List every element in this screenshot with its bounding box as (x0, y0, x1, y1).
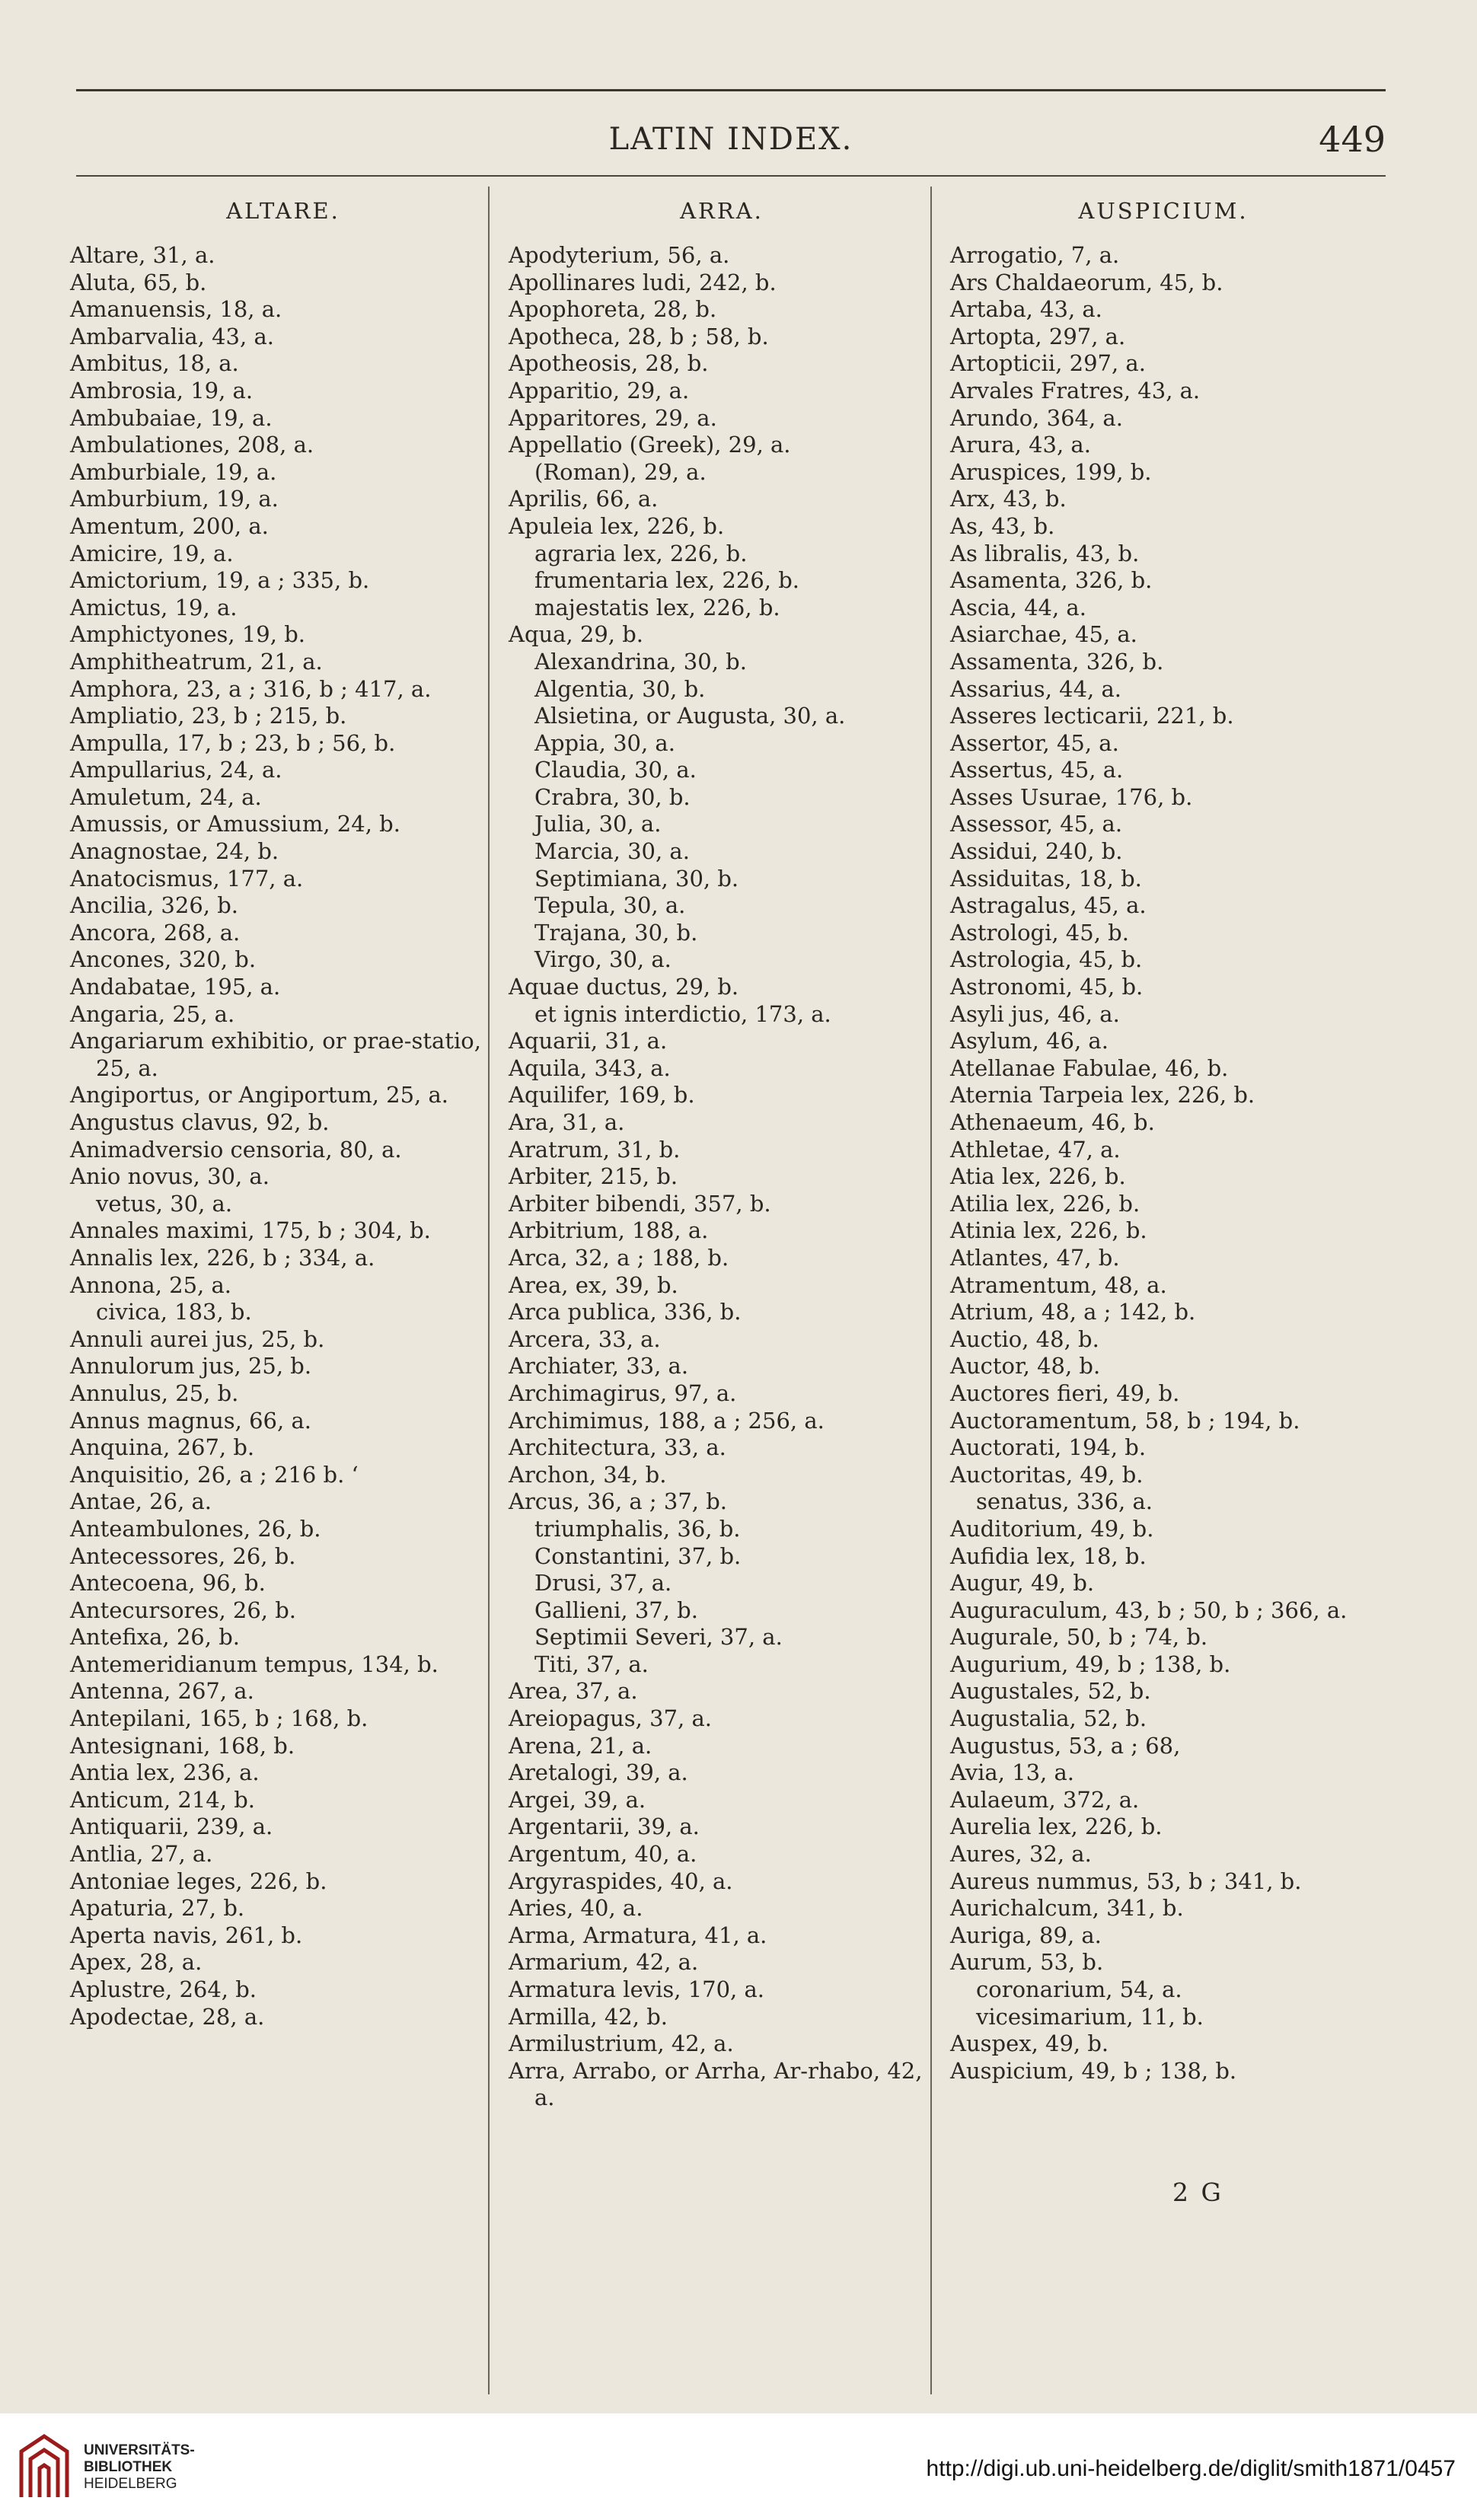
index-entry: Auctor, 48, b. (950, 1353, 1101, 1380)
index-entry: Ampulla, 17, b ; 23, b ; 56, b. (70, 729, 396, 756)
index-entry: Augur, 49, b. (950, 1570, 1095, 1597)
index-entry: Ampliatio, 23, b ; 215, b. (70, 703, 347, 729)
index-entry: Titi, 37, a. (534, 1651, 649, 1677)
index-entry: Assertus, 45, a. (950, 757, 1124, 783)
index-entry: Argyraspides, 40, a. (509, 1868, 733, 1894)
index-entry: Septimiana, 30, b. (534, 865, 739, 892)
column-heading: ARRA. (680, 198, 764, 224)
index-entry: Augurale, 50, b ; 74, b. (950, 1624, 1208, 1651)
index-entry: coronarium, 54, a. (976, 1976, 1182, 2002)
index-entry: Alexandrina, 30, b. (534, 648, 747, 675)
index-entry: Arca, 32, a ; 188, b. (509, 1244, 729, 1271)
page-header (76, 119, 1386, 167)
index-entry: Auriga, 89, a. (950, 1922, 1102, 1948)
index-entry: Amphitheatrum, 21, a. (70, 648, 323, 675)
index-entry: Antepilani, 165, b ; 168, b. (70, 1705, 368, 1732)
index-entry: Angiportus, or Angiportum, 25, a. (70, 1082, 448, 1108)
index-entry: Astrologia, 45, b. (950, 946, 1143, 973)
index-entry: Arbitrium, 188, a. (509, 1217, 709, 1244)
index-entry: Apaturia, 27, b. (70, 1895, 245, 1922)
index-entry: Amburbium, 19, a. (70, 486, 279, 512)
index-entry: Andabatae, 195, a. (70, 974, 281, 1000)
top-rule (76, 89, 1386, 91)
library-line: BIBLIOTHEK (84, 2459, 173, 2475)
index-entry: Apotheosis, 28, b. (509, 350, 709, 377)
header-rule (76, 175, 1386, 177)
index-entry: Julia, 30, a. (534, 811, 662, 837)
index-entry: Anquina, 267, b. (70, 1434, 255, 1461)
index-entry: Amburbiale, 19, a. (70, 458, 277, 485)
index-entry: Angustus clavus, 92, b. (70, 1109, 330, 1135)
index-entry: Arundo, 364, a. (950, 404, 1123, 431)
index-entry: Amictus, 19, a. (70, 594, 238, 620)
index-entry: Auctores fieri, 49, b. (950, 1380, 1180, 1406)
signature-mark: 2 G (1172, 2177, 1223, 2207)
source-url[interactable]: http://digi.ub.uni-heidelberg.de/diglit/smith1871/0457 (926, 2456, 1456, 2481)
index-entry: Antae, 26, a. (70, 1488, 212, 1515)
index-entry: Augustales, 52, b. (950, 1678, 1151, 1705)
index-entry: Apollinares ludi, 242, b. (509, 269, 777, 295)
index-entry: Amussis, or Amussium, 24, b. (70, 811, 400, 837)
index-entry: Apparitio, 29, a. (509, 377, 690, 404)
index-entry: Archon, 34, b. (509, 1461, 667, 1488)
index-entry: Auditorium, 49, b. (950, 1515, 1154, 1542)
index-entry: Arma, Armatura, 41, a. (509, 1922, 767, 1948)
index-entry: Atramentum, 48, a. (950, 1271, 1167, 1298)
index-entry: Aurelia lex, 226, b. (950, 1813, 1163, 1840)
index-entry: Tepula, 30, a. (534, 892, 686, 919)
index-entry: Arx, 43, b. (950, 486, 1067, 512)
index-entry: Marcia, 30, a. (534, 838, 690, 865)
index-entry: Ambulationes, 208, a. (70, 432, 314, 458)
index-entry: Asyli jus, 46, a. (950, 1000, 1120, 1027)
index-entry: Aratrum, 31, b. (509, 1136, 681, 1163)
index-entry: Arura, 43, a. (950, 432, 1091, 458)
index-entry: Argentum, 40, a. (509, 1841, 697, 1868)
index-entry: Assertor, 45, a. (950, 729, 1119, 756)
index-entry: Apophoreta, 28, b. (509, 296, 717, 323)
index-entry: Arca publica, 336, b. (509, 1299, 742, 1325)
index-entry: Arbiter bibendi, 357, b. (509, 1190, 771, 1217)
index-entry: Aquarii, 31, a. (509, 1028, 668, 1054)
index-entry: Auctoramentum, 58, b ; 194, b. (950, 1407, 1300, 1434)
index-entry: Annona, 25, a. (70, 1271, 232, 1298)
index-entry: Aplustre, 264, b. (70, 1976, 257, 2002)
university-library-logo-icon (14, 2429, 75, 2505)
index-entry: Claudia, 30, a. (534, 757, 697, 783)
index-entry: As libralis, 43, b. (950, 540, 1140, 566)
index-entry: Ars Chaldaeorum, 45, b. (950, 269, 1223, 295)
index-entry: Anquisitio, 26, a ; 216 b. ‘ (70, 1461, 359, 1488)
index-entry: Area, ex, 39, b. (509, 1271, 678, 1298)
index-entry: Athletae, 47, a. (950, 1136, 1121, 1163)
digitization-footer (0, 2413, 1477, 2520)
index-entry: Asamenta, 326, b. (950, 567, 1153, 594)
index-entry: Ambarvalia, 43, a. (70, 323, 274, 349)
index-entry: Augustalia, 52, b. (950, 1705, 1147, 1732)
index-entry: Aquae ductus, 29, b. (509, 974, 739, 1000)
index-entry: Argei, 39, a. (509, 1786, 646, 1813)
index-entry: Apex, 28, a. (70, 1949, 203, 1976)
index-entry: Antenna, 267, a. (70, 1678, 254, 1705)
entry-list (950, 242, 1377, 2085)
index-entry: civica, 183, b. (96, 1299, 252, 1325)
index-entry: Amicire, 19, a. (70, 540, 234, 566)
index-entry: Arrogatio, 7, a. (950, 242, 1120, 268)
index-entry: Aurum, 53, b. (950, 1949, 1104, 1976)
index-entry: Appia, 30, a. (534, 729, 675, 756)
index-entry: Auguraculum, 43, b ; 50, b ; 366, a. (950, 1597, 1348, 1623)
index-entry: Avia, 13, a. (950, 1759, 1074, 1786)
index-entry: majestatis lex, 226, b. (534, 594, 780, 620)
index-entry: Appellatio (Greek), 29, a. (509, 432, 791, 458)
index-entry: Annales maximi, 175, b ; 304, b. (70, 1217, 431, 1244)
index-entry: Atia lex, 226, b. (950, 1163, 1126, 1190)
index-entry: Ancilia, 326, b. (70, 892, 238, 919)
index-entry: Astragalus, 45, a. (950, 892, 1147, 919)
index-entry: Assiduitas, 18, b. (950, 865, 1142, 892)
index-entry: Antlia, 27, a. (70, 1841, 213, 1868)
index-entry: Aretalogi, 39, a. (509, 1759, 688, 1786)
index-entry: Asylum, 46, a. (950, 1028, 1109, 1054)
index-entry: Artopta, 297, a. (950, 323, 1126, 349)
library-name (84, 2442, 195, 2493)
index-entry: Assessor, 45, a. (950, 811, 1123, 837)
column-heading: ALTARE. (226, 198, 340, 224)
index-entry: Septimii Severi, 37, a. (534, 1624, 783, 1651)
index-entry: Arena, 21, a. (509, 1732, 652, 1759)
entry-list (70, 242, 496, 2030)
index-entry: (Roman), 29, a. (534, 458, 707, 485)
index-entry: Algentia, 30, b. (534, 675, 706, 702)
index-entry: Ambubaiae, 19, a. (70, 404, 273, 431)
index-entry: Asiarchae, 45, a. (950, 621, 1137, 648)
index-column-1 (70, 198, 496, 2030)
index-entry: Aries, 40, a. (509, 1895, 643, 1922)
index-entry: Ambitus, 18, a. (70, 350, 239, 377)
index-entry: Amictorium, 19, a ; 335, b. (70, 567, 370, 594)
index-entry: Antefixa, 26, b. (70, 1624, 240, 1651)
index-entry: agraria lex, 226, b. (534, 540, 748, 566)
index-entry: Aurichalcum, 341, b. (950, 1895, 1184, 1922)
index-column-3 (950, 198, 1377, 2085)
index-column-2 (509, 198, 935, 2112)
index-entry: Ampullarius, 24, a. (70, 757, 282, 783)
index-entry: Asses Usurae, 176, b. (950, 783, 1193, 810)
index-entry: Anatocismus, 177, a. (70, 865, 304, 892)
index-entry: Assarius, 44, a. (950, 675, 1121, 702)
index-entry: As, 43, b. (950, 512, 1055, 539)
index-entry: Ara, 31, a. (509, 1109, 625, 1135)
index-entry: Anteambulones, 26, b. (70, 1515, 321, 1542)
library-line: HEIDELBERG (84, 2476, 177, 2492)
index-entry: Astronomi, 45, b. (950, 974, 1144, 1000)
index-entry: Armarium, 42, a. (509, 1949, 699, 1976)
index-entry: Altare, 31, a. (70, 242, 215, 268)
index-entry: Auspex, 49, b. (950, 2030, 1109, 2057)
index-entry: triumphalis, 36, b. (534, 1515, 741, 1542)
index-entry: Annulorum jus, 25, b. (70, 1353, 312, 1380)
index-entry: Asseres lecticarii, 221, b. (950, 703, 1234, 729)
index-entry: senatus, 336, a. (976, 1488, 1153, 1515)
index-entry: Astrologi, 45, b. (950, 919, 1129, 946)
index-entry: Atellanae Fabulae, 46, b. (950, 1054, 1229, 1081)
index-entry: Apodyterium, 56, a. (509, 242, 730, 268)
index-entry: Constantini, 37, b. (534, 1542, 742, 1569)
index-entry: Annuli aurei jus, 25, b. (70, 1325, 325, 1352)
column-heading: AUSPICIUM. (1078, 198, 1249, 224)
index-entry: Armilla, 42, b. (509, 2003, 668, 2030)
index-entry: Antia lex, 236, a. (70, 1759, 260, 1786)
index-entry: Aquila, 343, a. (509, 1054, 671, 1081)
running-title: LATIN INDEX. (608, 122, 853, 157)
index-entry: Antesignani, 168, b. (70, 1732, 295, 1759)
index-entry: Apparitores, 29, a. (509, 404, 717, 431)
index-entry: Antecessores, 26, b. (70, 1542, 296, 1569)
index-entry: Anio novus, 30, a. (70, 1163, 270, 1190)
index-entry: Ascia, 44, a. (950, 594, 1086, 620)
index-entry: Annus magnus, 66, a. (70, 1407, 311, 1434)
index-entry: Atinia lex, 226, b. (950, 1217, 1147, 1244)
index-entry: Aqua, 29, b. (509, 621, 644, 648)
index-entry: Anticum, 214, b. (70, 1786, 255, 1813)
index-entry: Arra, Arrabo, or Arrha, Ar-rhabo, 42, a. (509, 2057, 923, 2111)
index-entry: Auctorati, 194, b. (950, 1434, 1147, 1461)
index-entry: Virgo, 30, a. (534, 946, 672, 973)
library-line: UNIVERSITÄTS- (84, 2442, 195, 2458)
index-entry: Aulaeum, 372, a. (950, 1786, 1140, 1813)
index-entry: Annalis lex, 226, b ; 334, a. (70, 1244, 375, 1271)
index-entry: Angariarum exhibitio, or prae-statio, 25, a. (70, 1028, 481, 1081)
index-entry: Auctio, 48, b. (950, 1325, 1099, 1352)
index-entry: Atlantes, 47, b. (950, 1244, 1120, 1271)
index-entry: Annulus, 25, b. (70, 1380, 239, 1406)
index-entry: Aluta, 65, b. (70, 269, 207, 295)
index-entry: Artopticii, 297, a. (950, 350, 1146, 377)
index-entry: Apuleia lex, 226, b. (509, 512, 725, 539)
index-entry: Assamenta, 326, b. (950, 648, 1164, 675)
index-entry: Armatura levis, 170, a. (509, 1976, 765, 2002)
index-entry: Arcera, 33, a. (509, 1325, 661, 1352)
index-entry: Archimimus, 188, a ; 256, a. (509, 1407, 825, 1434)
index-entry: Athenaeum, 46, b. (950, 1109, 1155, 1135)
index-entry: Aperta navis, 261, b. (70, 1922, 303, 1948)
index-entry: Assidui, 240, b. (950, 838, 1123, 865)
index-entry: Argentarii, 39, a. (509, 1813, 700, 1840)
index-entry: Auspicium, 49, b ; 138, b. (950, 2057, 1237, 2084)
index-entry: Atilia lex, 226, b. (950, 1190, 1140, 1217)
index-entry: Animadversio censoria, 80, a. (70, 1136, 402, 1163)
index-entry: Areiopagus, 37, a. (509, 1705, 712, 1732)
index-entry: Atrium, 48, a ; 142, b. (950, 1299, 1196, 1325)
index-entry: Alsietina, or Augusta, 30, a. (534, 703, 846, 729)
index-entry: Amentum, 200, a. (70, 512, 269, 539)
index-entry: Aruspices, 199, b. (950, 458, 1152, 485)
index-entry: Aureus nummus, 53, b ; 341, b. (950, 1868, 1302, 1894)
index-entry: Antecursores, 26, b. (70, 1597, 297, 1623)
index-entry: Archimagirus, 97, a. (509, 1380, 737, 1406)
index-entry: vicesimarium, 11, b. (976, 2003, 1204, 2030)
index-entry: Arcus, 36, a ; 37, b. (509, 1488, 727, 1515)
index-entry: Antoniae leges, 226, b. (70, 1868, 327, 1894)
index-entry: Archiater, 33, a. (509, 1353, 689, 1380)
index-entry: Apodectae, 28, a. (70, 2003, 265, 2030)
index-entry: Ancora, 268, a. (70, 919, 241, 946)
index-entry: Aternia Tarpeia lex, 226, b. (950, 1082, 1255, 1108)
index-entry: Aufidia lex, 18, b. (950, 1542, 1147, 1569)
index-entry: Antecoena, 96, b. (70, 1570, 266, 1597)
page-number: 449 (1319, 119, 1386, 160)
index-entry: Aquilifer, 169, b. (509, 1082, 695, 1108)
index-entry: Armilustrium, 42, a. (509, 2030, 734, 2057)
entry-list (509, 242, 935, 2112)
index-entry: Crabra, 30, b. (534, 783, 691, 810)
index-entry: et ignis interdictio, 173, a. (534, 1000, 831, 1027)
index-entry: Antemeridianum tempus, 134, b. (70, 1651, 439, 1677)
index-entry: Ancones, 320, b. (70, 946, 257, 973)
index-entry: Aures, 32, a. (950, 1841, 1092, 1868)
index-entry: Apotheca, 28, b ; 58, b. (509, 323, 769, 349)
index-entry: Artaba, 43, a. (950, 296, 1102, 323)
index-entry: Angaria, 25, a. (70, 1000, 235, 1027)
index-entry: Aprilis, 66, a. (509, 486, 659, 512)
index-entry: Drusi, 37, a. (534, 1570, 672, 1597)
index-entry: Gallieni, 37, b. (534, 1597, 698, 1623)
index-entry: frumentaria lex, 226, b. (534, 567, 799, 594)
index-entry: Arvales Fratres, 43, a. (950, 377, 1201, 404)
index-entry: Amphora, 23, a ; 316, b ; 417, a. (70, 675, 432, 702)
index-entry: Trajana, 30, b. (534, 919, 698, 946)
index-entry: vetus, 30, a. (96, 1190, 233, 1217)
index-entry: Arbiter, 215, b. (509, 1163, 678, 1190)
index-entry: Amanuensis, 18, a. (70, 296, 282, 323)
index-entry: Architectura, 33, a. (509, 1434, 726, 1461)
index-entry: Augurium, 49, b ; 138, b. (950, 1651, 1231, 1677)
index-entry: Ambrosia, 19, a. (70, 377, 254, 404)
index-entry: Augustus, 53, a ; 68, (950, 1732, 1181, 1759)
index-entry: Antiquarii, 239, a. (70, 1813, 273, 1840)
index-entry: Area, 37, a. (509, 1678, 638, 1705)
index-entry: Anagnostae, 24, b. (70, 838, 279, 865)
index-entry: Auctoritas, 49, b. (950, 1461, 1144, 1488)
index-entry: Amphictyones, 19, b. (70, 621, 305, 648)
index-entry: Amuletum, 24, a. (70, 783, 262, 810)
